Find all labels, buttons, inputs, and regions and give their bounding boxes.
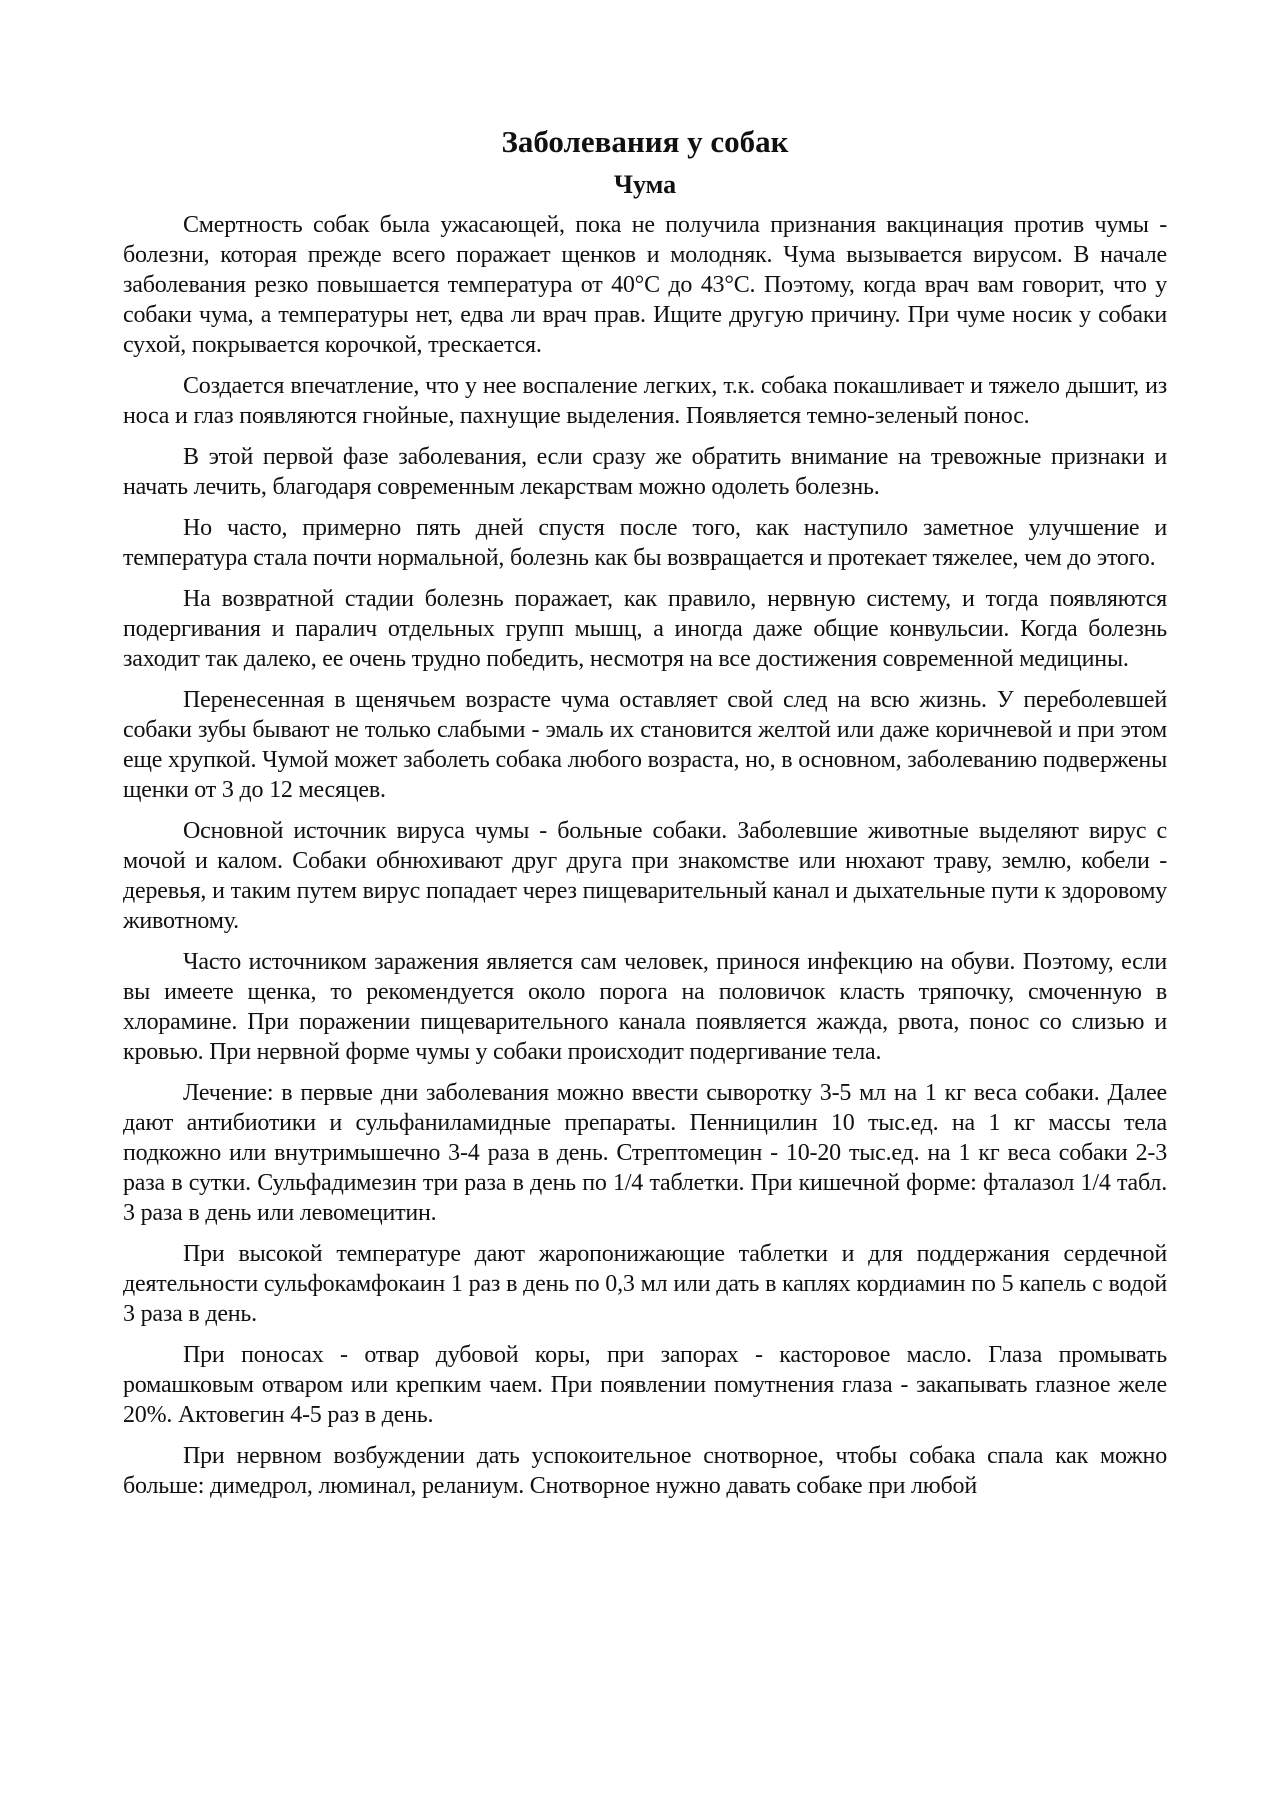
- paragraph: Перенесенная в щенячьем возрасте чума оставляет свой след на всю жизнь. У переболевшей собаки зубы бывают не только слабыми - эмаль их становится желтой или даже коричневой и при этом еще хрупкой. Чумой может заболеть собака любого возраста, но, в основном, заболеванию подвержены щенки от 3 до 12 месяцев.: [123, 687, 1167, 803]
- paragraph: При поносах - отвар дубовой коры, при запорах - касторовое масло. Глаза промывать ромашковым отваром или крепким чаем. При появлении помутнения глаза - закапывать глазное желе 20%. Актовегин 4-5 раз в день.: [123, 1342, 1167, 1428]
- paragraph: Основной источник вируса чумы - больные собаки. Заболевшие животные выделяют вирус с мочой и калом. Собаки обнюхивают друг друга при знакомстве или нюхают траву, землю, кобели - деревья, и таким путем вирус попадает через пищеварительный канал и дыхательные пути к здоровому животному.: [123, 818, 1167, 934]
- document-title: Заболевания у собак: [501, 124, 789, 159]
- paragraph: Часто источником заражения является сам человек, принося инфекцию на обуви. Поэтому, если вы имеете щенка, то рекомендуется около порога на половичок класть тряпочку, смоченную в хлорамине. При поражении пищеварительного канала появляется жажда, рвота, понос со слизью и кровью. При нервной форме чумы у собаки происходит подергивание тела.: [123, 949, 1167, 1065]
- paragraph: На возвратной стадии болезнь поражает, как правило, нервную систему, и тогда появляются подергивания и паралич отдельных групп мышц, а иногда даже общие конвульсии. Когда болезнь заходит так далеко, ее очень трудно победить, несмотря на все достижения современной медицины.: [123, 586, 1167, 672]
- paragraph: При нервном возбуждении дать успокоительное снотворное, чтобы собака спала как можно больше: димедрол, люминал, реланиум. Снотворное нужно давать собаке при любой: [123, 1443, 1167, 1499]
- paragraph: При высокой температуре дают жаропонижающие таблетки и для поддержания сердечной деятельности сульфокамфокаин 1 раз в день по 0,3 мл или дать в каплях кордиамин по 5 капель с водой 3 раза в день.: [123, 1241, 1167, 1327]
- paragraph: В этой первой фазе заболевания, если сразу же обратить внимание на тревожные признаки и начать лечить, благодаря современным лекарствам можно одолеть болезнь.: [123, 444, 1167, 500]
- paragraph: Но часто, примерно пять дней спустя после того, как наступило заметное улучшение и температура стала почти нормальной, болезнь как бы возвращается и протекает тяжелее, чем до этого.: [123, 515, 1167, 571]
- paragraph: Создается впечатление, что у нее воспаление легких, т.к. собака покашливает и тяжело дышит, из носа и глаз появляются гнойные, пахнущие выделения. Появляется темно-зеленый понос.: [123, 373, 1167, 429]
- document-body: [123, 122, 1167, 1512]
- paragraph: Смертность собак была ужасающей, пока не получила признания вакцинация против чумы - болезни, которая прежде всего поражает щенков и молодняк. Чума вызывается вирусом. В начале заболевания резко повышается температура от 40°С до 43°С. Поэтому, когда врач вам говорит, что у собаки чума, а температуры нет, едва ли врач прав. Ищите другую причину. При чуме носик у собаки сухой, покрывается корочкой, трескается.: [123, 212, 1167, 358]
- section-title: Чума: [613, 170, 677, 199]
- paragraph: Лечение: в первые дни заболевания можно ввести сыворотку 3-5 мл на 1 кг веса собаки. Далее дают антибиотики и сульфаниламидные препараты. Пенницилин 10 тыс.ед. на 1 кг массы тела подкожно или внутримышечно 3-4 раза в день. Стрептомецин - 10-20 тыс.ед. на 1 кг веса собаки 2-3 раза в сутки. Сульфадимезин три раза в день по 1/4 таблетки. При кишечной форме: фталазол 1/4 табл. 3 раза в день или левомецитин.: [123, 1080, 1167, 1226]
